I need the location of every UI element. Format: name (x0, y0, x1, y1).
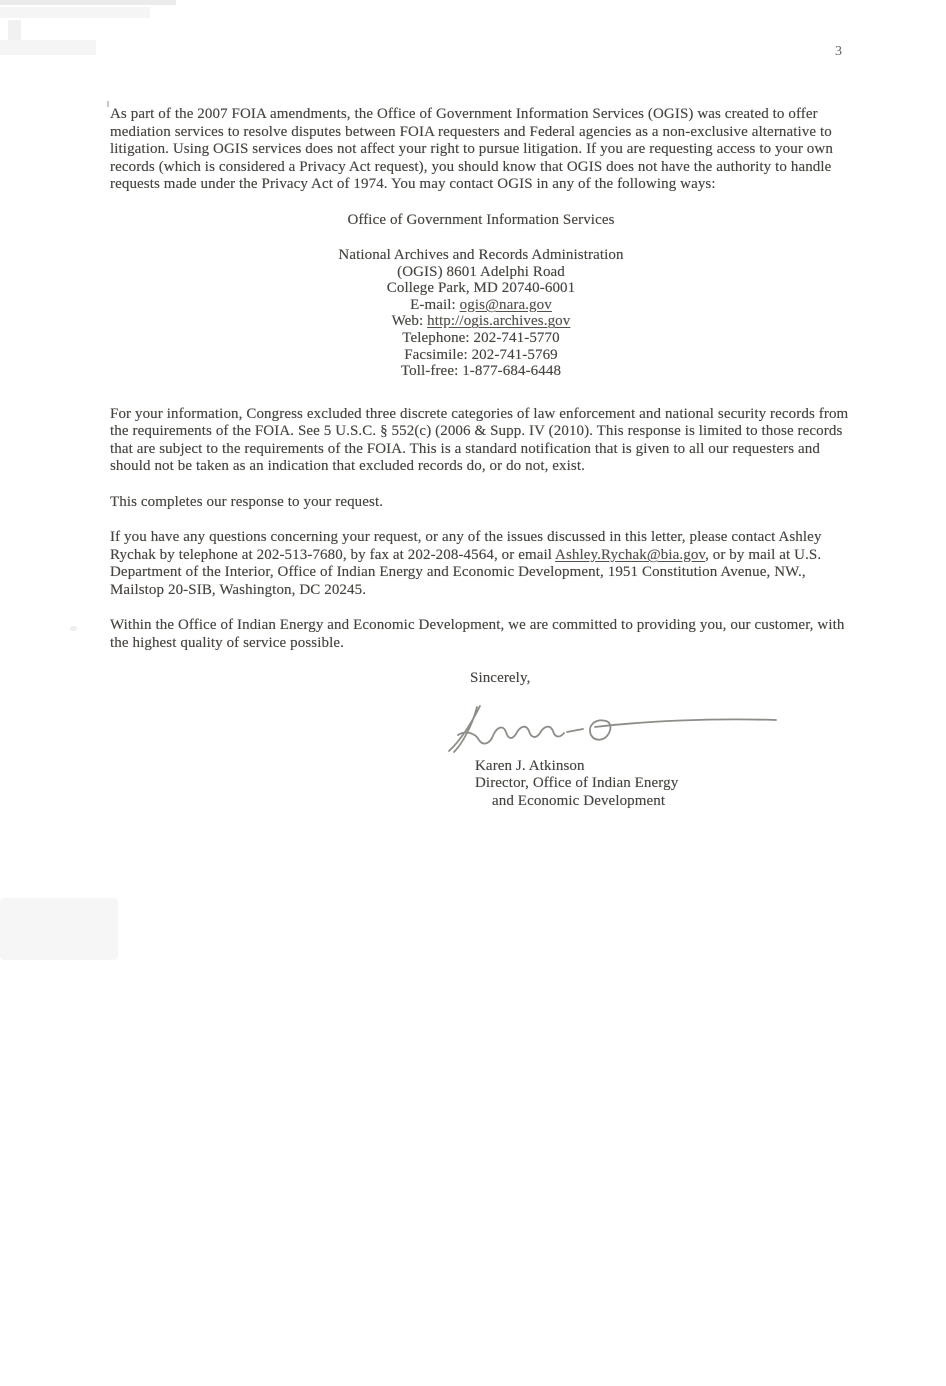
paragraph-exclusions: For your information, Congress excluded three discrete categories of law enforcement and national security records from the requirements of the FOIA. See 5 U.S.C. § 552(c) (2006 & Supp. IV (2010). This response is limited to those records that are subject to the requirements of the FOIA. This is a standard notification that is given to all our requesters and should not be taken as an indication that excluded records do, or do not, exist. (110, 405, 849, 475)
email-label: E-mail: (410, 296, 460, 313)
scan-artifact-band (0, 7, 150, 18)
address-line-tollfree: Toll-free: 1-877-684-6448 (400, 363, 562, 380)
page-number: 3 (835, 44, 842, 59)
scan-artifact-tick (107, 101, 109, 107)
address-line-email (110, 297, 852, 314)
address-line-telephone: Telephone: 202-741-5770 (402, 329, 560, 346)
ogis-address-block (110, 247, 852, 380)
scan-artifact-band (0, 40, 96, 55)
address-line-facsimile: Facsimile: 202-741-5769 (404, 346, 558, 363)
signer-name: Karen J. Atkinson (475, 757, 585, 774)
signature-block (475, 758, 852, 811)
address-line-web (110, 313, 852, 330)
handwritten-signature (446, 700, 786, 758)
letter-body (110, 106, 852, 810)
paragraph-commitment: Within the Office of Indian Energy and Economic Development, we are committed to providing you, our customer, with the highest quality of service possible. (110, 617, 845, 651)
signer-title-line1: Director, Office of Indian Energy (475, 775, 679, 792)
contact-text-before-link: If you have any questions concerning your request, or any of the issues discussed in this letter, please contact Ashley Rychak by telephone at 202-513-7680, by fax at 202-208-4564, or email (110, 529, 822, 563)
scan-artifact-dot (70, 626, 77, 631)
signer-title-line2: and Economic Development (492, 792, 666, 809)
address-line-city: College Park, MD 20740-6001 (386, 280, 576, 297)
paragraph-contact (110, 529, 852, 599)
address-line-street: (OGIS) 8601 Adelphi Road (397, 263, 565, 280)
address-line-nara: National Archives and Records Administration (338, 247, 624, 263)
email-link: ogis@nara.gov (459, 296, 552, 313)
contact-email-link: Ashley.Rychak@bia.gov (555, 546, 706, 563)
paragraph-completes: This completes our response to your request. (110, 493, 384, 510)
scan-artifact-mark (8, 20, 21, 54)
paragraph-ogis-intro: As part of the 2007 FOIA amendments, the Office of Government Information Services (OGIS) was created to offer mediation services to resolve disputes between FOIA requesters and Federal agencies as a non-exclusive alternative to litigation. Using OGIS services does not affect your right to pursue litigation. If you are requesting access to your own records (which is considered a Privacy Act request), you should know that OGIS does not have the authority to handle requests made under the Privacy Act of 1974. You may contact OGIS in any of the following ways: (110, 106, 833, 192)
closing-sincerely: Sincerely, (470, 670, 531, 687)
ogis-heading: Office of Government Information Services (347, 211, 615, 228)
scan-artifact-band (0, 0, 176, 5)
web-label: Web: (391, 313, 428, 330)
contact-text-after-link: , or by mail at U.S. Department of the Interior, Office of Indian Energy and Economic Development, 1951 Constitution Avenue, NW., Mailstop 20-SIB, Washington, DC 20245. (110, 546, 822, 598)
scan-artifact-smudge (0, 898, 118, 960)
web-link: http://ogis.archives.gov (427, 313, 571, 330)
